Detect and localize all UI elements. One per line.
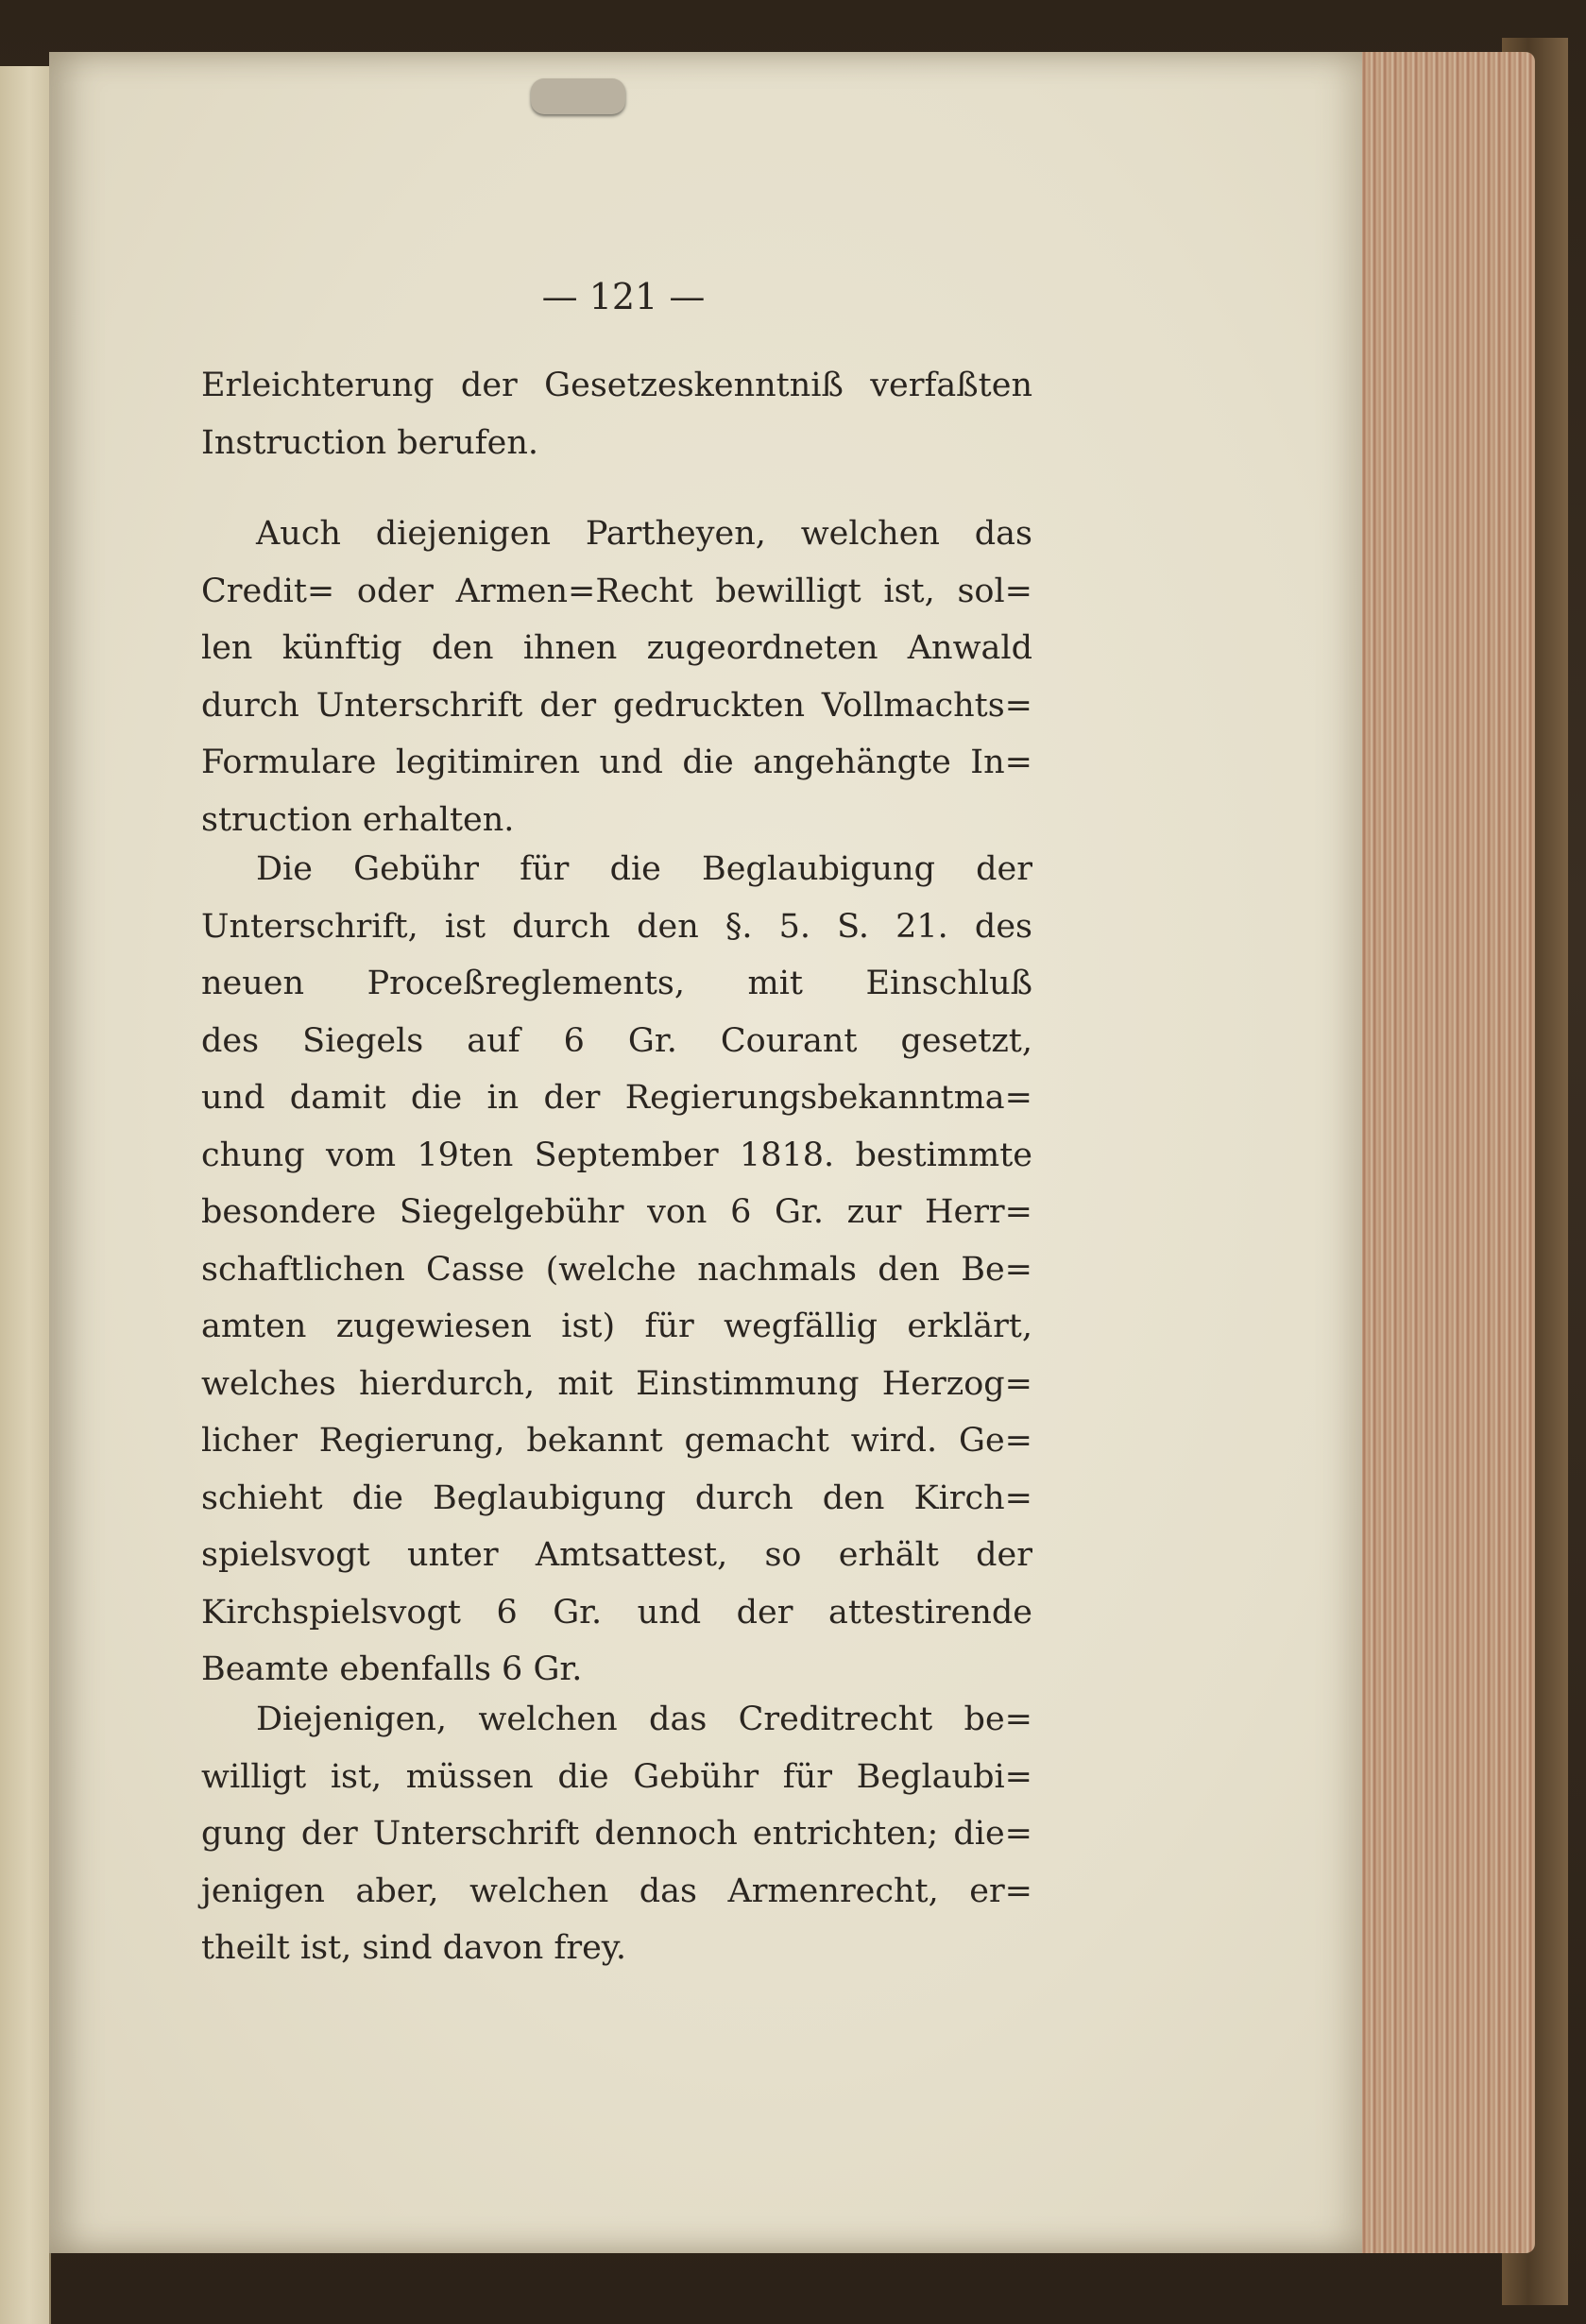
text-line: schaftlichen Casse (welche nachmals den Be=: [201, 1250, 1032, 1289]
text-line: spielsvogt unter Amtsattest, so erhält der: [201, 1536, 1032, 1574]
text-line: willigt ist, müssen die Gebühr für Beglaubi=: [201, 1757, 1032, 1796]
text-line: durch Unterschrift der gedruckten Vollmachts=: [201, 686, 1032, 725]
text-line: chung vom 19ten September 1818. bestimmte: [201, 1136, 1032, 1174]
text-line: und damit die in der Regierungsbekanntma=: [201, 1079, 1032, 1117]
text-line: Unterschrift, ist durch den §. 5. S. 21. des: [201, 907, 1032, 946]
text-line: Auch diejenigen Partheyen, welchen das: [256, 515, 1032, 553]
page-clip: [531, 78, 625, 114]
text-line: des Siegels auf 6 Gr. Courant gesetzt,: [201, 1021, 1032, 1060]
text-line: gung der Unterschrift dennoch entrichten; die=: [201, 1815, 1032, 1853]
paragraph-4: [201, 1691, 1032, 1977]
text-line: neuen Proceßreglements, mit Einschluß: [201, 965, 1032, 1002]
page-edges: [1346, 52, 1535, 2253]
paragraph-2: [201, 505, 1032, 848]
text-line: Credit= oder Armen=Recht bewilligt ist, sol=: [201, 572, 1032, 610]
text-line: besondere Siegelgebühr von 6 Gr. zur Herr=: [201, 1193, 1032, 1231]
text-line: Diejenigen, welchen das Creditrecht be=: [256, 1700, 1032, 1738]
text-line: theilt ist, sind davon frey.: [201, 1929, 627, 1967]
text-line: schieht die Beglaubigung durch den Kirch=: [201, 1478, 1032, 1517]
paragraph-3: [201, 841, 1032, 1699]
text-line: jenigen aber, welchen das Armenrecht, er=: [201, 1871, 1032, 1910]
text-line: Kirchspielsvogt 6 Gr. und der attestirende: [201, 1593, 1032, 1632]
text-line: welches hierdurch, mit Einstimmung Herzog=: [201, 1364, 1032, 1403]
text-line: Beamte ebenfalls 6 Gr.: [201, 1650, 583, 1688]
text-line: len künftig den ihnen zugeordneten Anwald: [201, 629, 1032, 667]
text-line: Die Gebühr für die Beglaubigung der: [256, 850, 1032, 888]
text-line: struction erhalten.: [201, 800, 515, 839]
page-number: — 121 —: [541, 276, 706, 317]
left-page-sliver: [0, 66, 51, 2324]
text-line: Instruction berufen.: [201, 423, 538, 462]
paragraph-1: [201, 357, 1032, 471]
text-line: Formulare legitimiren und die angehängte In=: [201, 743, 1032, 781]
text-line: Erleichterung der Gesetzeskenntniß verfaßten: [201, 367, 1032, 404]
text-line: amten zugewiesen ist) für wegfällig erklärt,: [201, 1307, 1032, 1345]
text-line: licher Regierung, bekannt gemacht wird. Ge=: [201, 1422, 1032, 1460]
